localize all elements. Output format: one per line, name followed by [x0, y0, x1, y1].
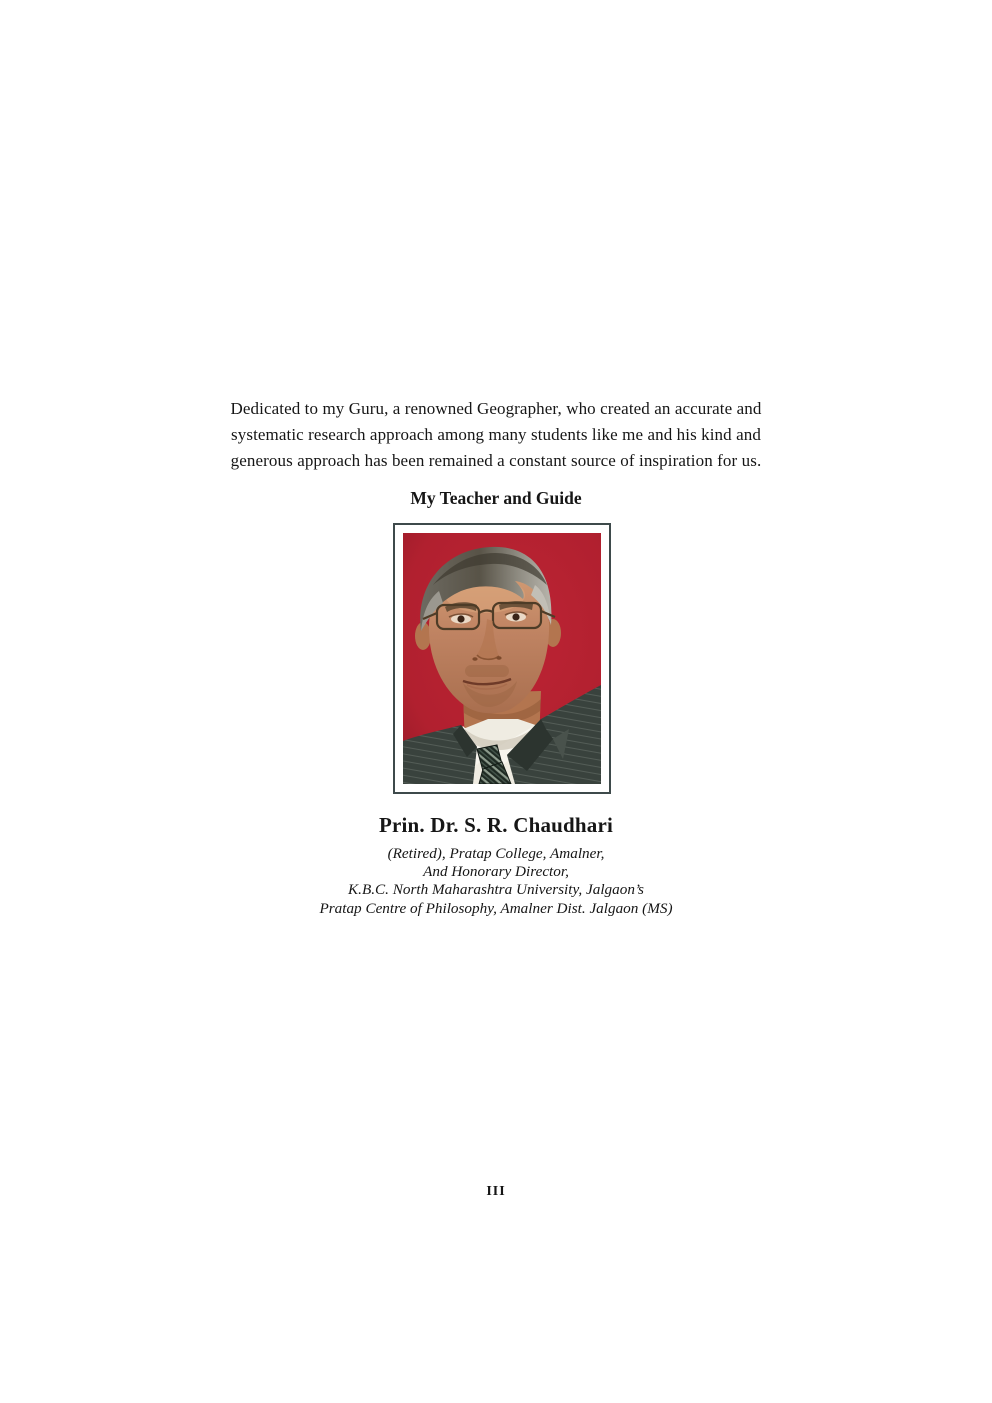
credential-line-3: K.B.C. North Maharashtra University, Jalgaon’s: [348, 881, 644, 899]
credential-line-1: (Retired), Pratap College, Amalner,: [387, 845, 605, 862]
section-heading: My Teacher and Guide: [410, 488, 582, 508]
page-number: III: [486, 1184, 506, 1199]
dedication-line-3: generous approach has been remained a constant source of inspiration for us.: [230, 451, 762, 470]
dedication-line-1: Dedicated to my Guru, a renowned Geographer, who created an accurate and: [230, 399, 762, 418]
portrait-illustration: [403, 533, 601, 784]
portrait-photo: [393, 523, 611, 794]
person-name: Prin. Dr. S. R. Chaudhari: [378, 813, 614, 837]
dedication-text: [0, 396, 992, 474]
credential-line-4: Pratap Centre of Philosophy, Amalner Dist. Jalgaon (MS): [319, 899, 673, 917]
credential-line-2: And Honorary Director,: [423, 863, 569, 881]
dedication-line-2: systematic research approach among many students like me and his kind and: [231, 425, 761, 444]
person-credentials: [0, 845, 992, 918]
